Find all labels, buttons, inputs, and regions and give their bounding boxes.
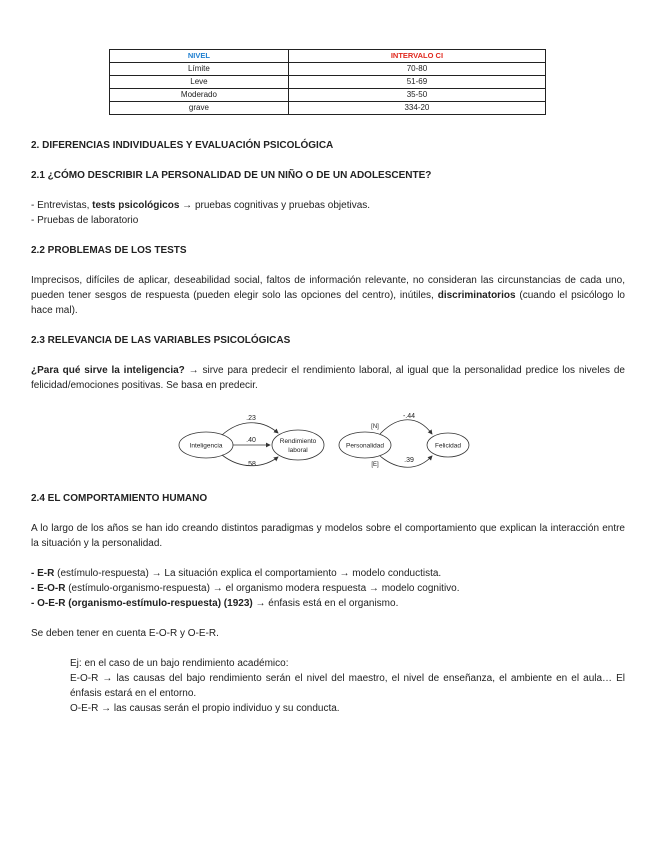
coef-label: .58: [246, 461, 256, 468]
paragraph-text: → sirve para predecir el rendimiento laboral, al igual que la personalidad predice los niveles de felicidad/emociones positivas. Se basa en predecir.: [31, 365, 625, 391]
node-rendimiento: [272, 430, 324, 460]
table-row: [110, 102, 546, 115]
table-cell: grave: [110, 102, 289, 115]
table-row: [110, 76, 546, 89]
list-bold: - E-O-R: [31, 583, 66, 594]
list-item: [31, 596, 625, 611]
list-item: [31, 581, 625, 596]
list-text: → pruebas cognitivas y pruebas objetivas.: [179, 200, 371, 211]
iq-level-table: [109, 49, 546, 115]
table-cell: 51-69: [288, 76, 545, 89]
header-intervalo: INTERVALO CI: [288, 50, 545, 63]
example-line: E-O-R → las causas del bajo rendimiento serán el nivel del maestro, el nivel de enseñanza, el ambiente en el aula… El énfasis estará en el entorno.: [70, 673, 625, 699]
coef-tag: [N]: [371, 424, 379, 430]
list-text: → el organismo modera respuesta → modelo cognitivo.: [209, 583, 460, 594]
list-text: → énfasis está en el organismo.: [252, 598, 399, 609]
paragraph: A lo largo de los años se han ido creando distintos paradigmas y modelos sobre el comportamiento que explican la interacción entre la situación y la personalidad.: [31, 523, 625, 549]
correlation-diagram: [170, 405, 470, 475]
table-cell: 70-80: [288, 63, 545, 76]
list-item: - Pruebas de laboratorio: [31, 215, 139, 226]
list-text: - Entrevistas,: [31, 200, 93, 211]
section-2-4-heading: 2.4 EL COMPORTAMIENTO HUMANO: [31, 493, 208, 504]
paragraph-bold: discriminatorios: [437, 290, 516, 301]
table-cell: Moderado: [110, 89, 289, 102]
paragraph-text: Imprecisos, difíciles de aplicar, deseabilidad social, faltos de información relevante, no consideran las circunstancias de cada uno, pueden tener sesgos de respuesta (pueden elegir solo las opciones del centro), inútiles,: [31, 275, 625, 301]
coef-label: .23: [246, 415, 256, 422]
arrow-top: [380, 420, 432, 434]
table-cell: Límite: [110, 63, 289, 76]
table-cell: 334-20: [288, 102, 545, 115]
left-diagram: [179, 415, 324, 468]
paragraph: Se deben tener en cuenta E-O-R y O-E-R.: [31, 628, 219, 639]
table-header-row: [110, 50, 546, 63]
table-cell: 35-50: [288, 89, 545, 102]
coef-tag: [E]: [371, 462, 379, 468]
right-diagram: [339, 413, 469, 468]
section-2-2-heading: 2.2 PROBLEMAS DE LOS TESTS: [31, 245, 187, 256]
node-label: Inteligencia: [189, 442, 223, 450]
list-text-bold: tests psicológicos: [92, 200, 180, 211]
list-bold: - E-R: [31, 568, 55, 579]
node-label: Personalidad: [346, 442, 384, 450]
section-2-heading: 2. DIFERENCIAS INDIVIDUALES Y EVALUACIÓN PSICOLÓGICA: [31, 140, 334, 151]
coef-label: -.44: [402, 413, 416, 420]
section-2-3-heading: 2.3 RELEVANCIA DE LAS VARIABLES PSICOLÓGICAS: [31, 335, 291, 346]
node-label: Felicidad: [434, 442, 462, 450]
node-label: laboral: [288, 447, 308, 454]
example-line: Ej: en el caso de un bajo rendimiento académico:: [70, 658, 289, 669]
paragraph: [31, 363, 625, 393]
list-bold: - O-E-R (organismo-estímulo-respuesta) (1923): [31, 598, 253, 609]
node-label: Rendimiento: [279, 438, 317, 445]
coef-label: .39: [404, 457, 414, 464]
list-text: (estímulo-respuesta): [54, 568, 149, 579]
arrow-top: [222, 423, 278, 435]
coef-label: .40: [246, 437, 256, 444]
question-bold: ¿Para qué sirve la inteligencia?: [31, 365, 185, 376]
table-row: [110, 89, 546, 102]
list-text: (estímulo-organismo-respuesta): [65, 583, 210, 594]
example-line: O-E-R → las causas serán el propio individuo y su conducta.: [70, 703, 340, 714]
paragraph-text: (cuando el psicólogo lo hace mal).: [31, 290, 625, 316]
list-text: → La situación explica el comportamiento → modelo conductista.: [148, 568, 442, 579]
header-nivel: NIVEL: [110, 50, 289, 63]
paragraph: [31, 273, 625, 318]
list-item: [31, 198, 625, 213]
list-item: [31, 566, 625, 581]
table-row: [110, 63, 546, 76]
section-2-1-heading: 2.1 ¿CÓMO DESCRIBIR LA PERSONALIDAD DE UN NIÑO O DE UN ADOLESCENTE?: [31, 170, 432, 181]
table-cell: Leve: [110, 76, 289, 89]
